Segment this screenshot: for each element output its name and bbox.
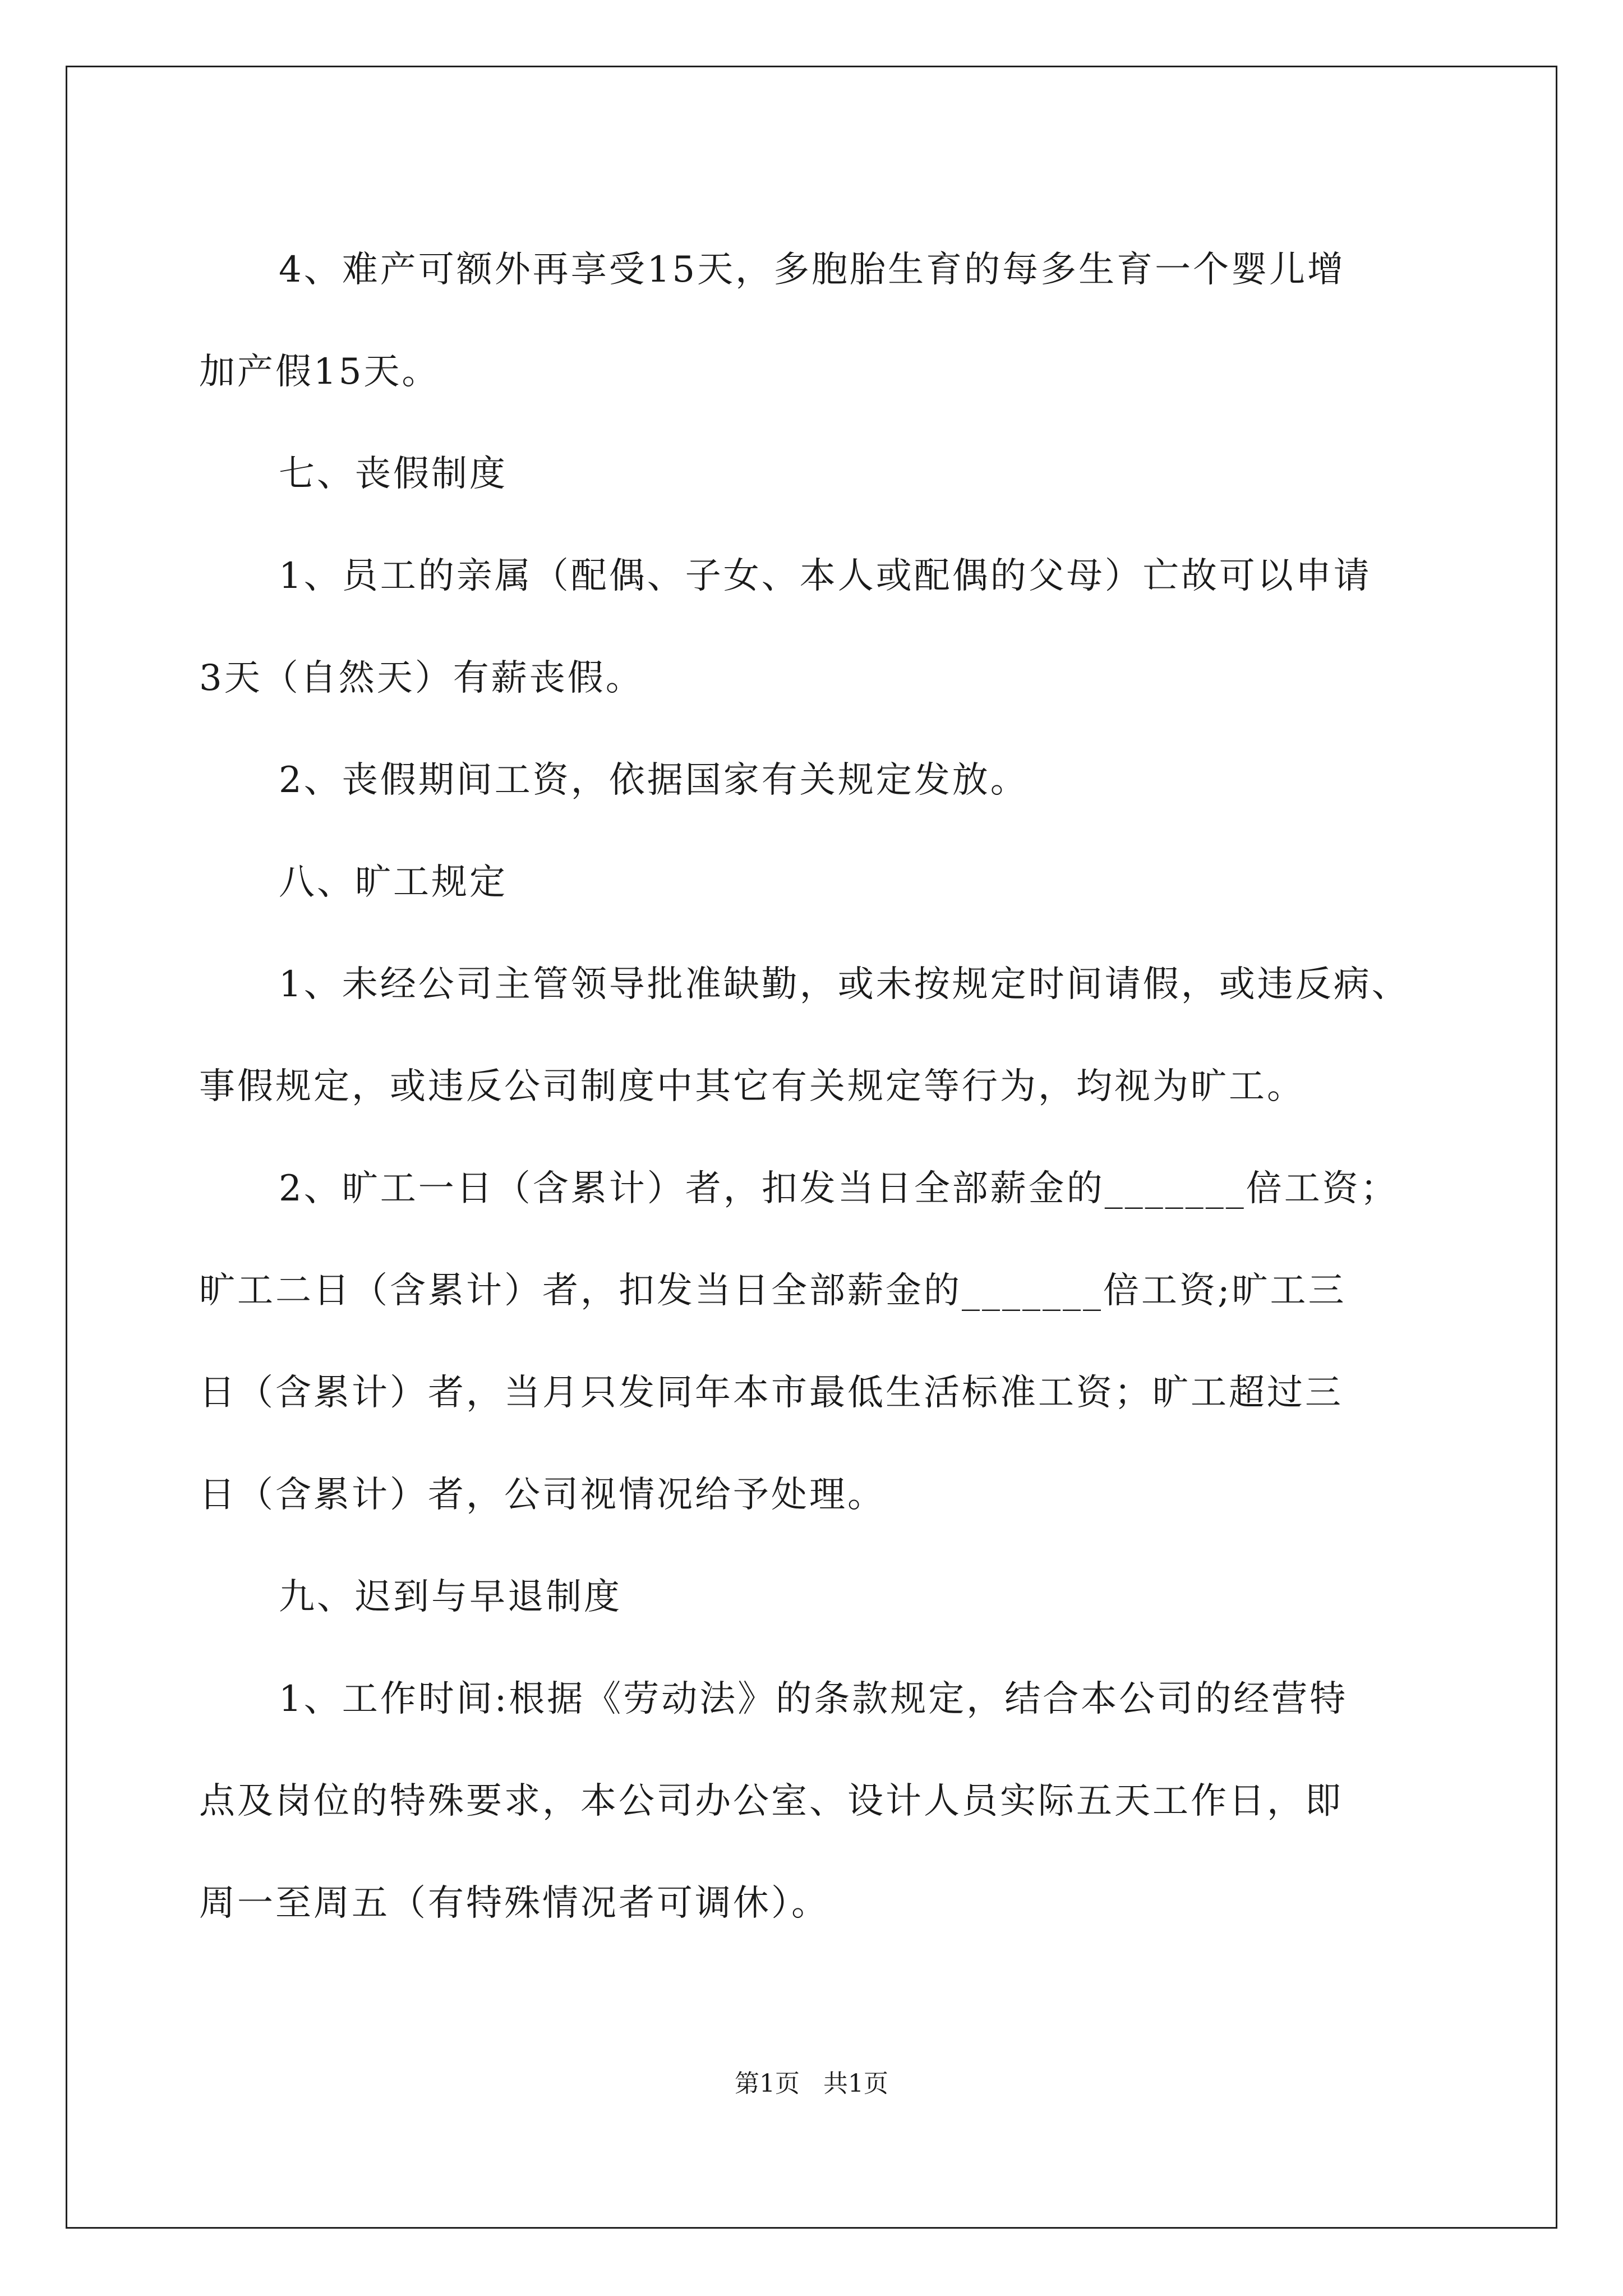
text-line: 4、难产可额外再享受15天，多胞胎生育的每多生育一个婴儿增 [279,249,1346,291]
text-line: 加产假15天。 [199,351,440,393]
text-line: 1、工作时间:根据《劳动法》的条款规定，结合本公司的经营特 [279,1678,1348,1720]
page-number-footer: 第1页 共1页 [735,2069,888,2098]
section-heading: 八、旷工规定 [279,862,508,903]
text-line: 周一至周五（有特殊情况者可调休）。 [199,1883,829,1924]
text-line: 日（含累计）者，当月只发同年本市最低生活标准工资；旷工超过三 [199,1372,1343,1414]
text-line: 日（含累计）者，公司视情况给予处理。 [199,1474,886,1516]
text-line: 3天（自然天）有薪丧假。 [199,657,644,699]
text-line: 点及岗位的特殊要求，本公司办公室、设计人员实际五天工作日，即 [199,1780,1343,1822]
text-line: 2、旷工一日（含累计）者，扣发当日全部薪金的_______倍工资； [279,1168,1399,1209]
section-heading: 九、迟到与早退制度 [279,1576,622,1618]
text-line: 1、员工的亲属（配偶、子女、本人或配偶的父母）亡故可以申请 [279,555,1372,597]
section-heading: 七、丧假制度 [279,453,508,495]
document-body [199,219,1433,1954]
text-line: 旷工二日（含累计）者，扣发当日全部薪金的_______倍工资;旷工三 [199,1270,1347,1312]
text-line: 1、未经公司主管领导批准缺勤，或未按规定时间请假，或违反病、 [279,964,1410,1005]
text-line: 2、丧假期间工资，依据国家有关规定发放。 [279,760,1029,801]
text-line: 事假规定，或违反公司制度中其它有关规定等行为，均视为旷工。 [199,1066,1305,1107]
